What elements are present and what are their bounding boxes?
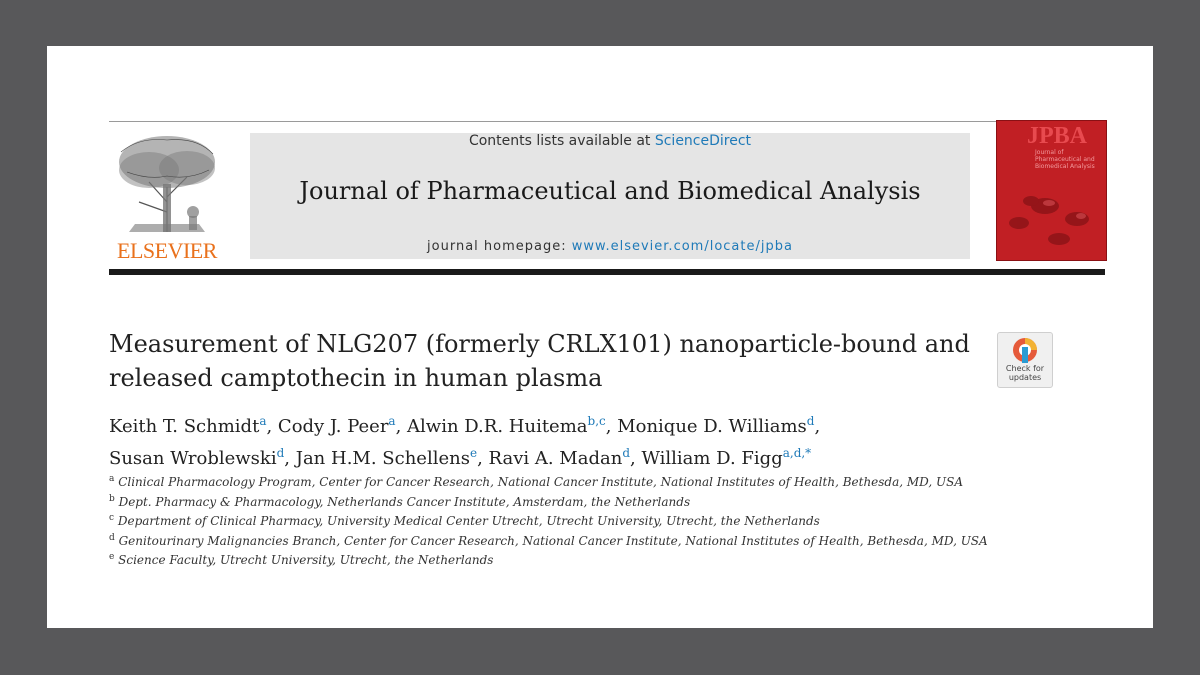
affiliation-text: Genitourinary Malignancies Branch, Center for Cancer Research, National Cancer Institute, National Institutes of Health, Bethesda, MD, USA xyxy=(114,533,988,548)
author-list xyxy=(109,408,989,472)
affiliation-text: Clinical Pharmacology Program, Center for Cancer Research, National Cancer Institute, National Institutes of Health, Bethesda, MD, USA xyxy=(114,475,964,489)
affiliation-item xyxy=(109,530,1009,550)
paper-page xyxy=(47,46,1153,628)
author-separator: , xyxy=(266,416,278,437)
article-title-line-1: Measurement of NLG207 (formerly CRLX101) nanoparticle-bound and xyxy=(109,330,970,358)
sciencedirect-link[interactable]: ScienceDirect xyxy=(654,133,752,149)
author-name[interactable]: William D. Figg xyxy=(641,448,783,469)
author-separator: , xyxy=(284,448,296,469)
affiliation-list xyxy=(109,471,1009,569)
affiliation-text: Dept. Pharmacy & Pharmacology, Netherlands Cancer Institute, Amsterdam, the Netherlands xyxy=(114,494,691,509)
cover-subtitle: Journal of Pharmaceutical and Biomedical Analysis xyxy=(1035,149,1095,170)
author-affiliation-marker[interactable]: e xyxy=(469,446,478,460)
elsevier-tree-icon xyxy=(109,132,225,236)
author-name[interactable]: Monique D. Williams xyxy=(617,416,807,437)
author-name[interactable]: Ravi A. Madan xyxy=(488,448,623,469)
contents-prefix: Contents lists available at xyxy=(468,133,655,149)
affiliation-item xyxy=(109,471,1009,491)
journal-homepage-line xyxy=(250,239,970,254)
contents-available-line xyxy=(250,133,970,149)
cover-abbrev: JPBA xyxy=(1027,123,1087,149)
author-affiliation-marker[interactable]: b,c xyxy=(587,414,606,428)
elsevier-logo[interactable] xyxy=(109,132,225,263)
header-top-rule xyxy=(109,121,1017,122)
journal-banner xyxy=(250,133,970,259)
author-name[interactable]: Jan H.M. Schellens xyxy=(295,448,470,469)
article-title-line-2: released camptothecin in human plasma xyxy=(109,364,603,392)
author-separator: , xyxy=(605,416,618,437)
affiliation-text: Science Faculty, Utrecht University, Utrecht, the Netherlands xyxy=(114,553,494,567)
journal-title: Journal of Pharmaceutical and Biomedical Analysis xyxy=(299,177,921,205)
author-separator: , xyxy=(630,448,642,469)
author-affiliation-marker[interactable]: a xyxy=(388,414,396,428)
author-affiliation-marker[interactable]: d xyxy=(806,414,815,428)
affiliation-key: b xyxy=(109,493,115,504)
affiliation-key: e xyxy=(109,552,115,562)
elsevier-wordmark: ELSEVIER xyxy=(117,238,217,263)
crossmark-icon xyxy=(1012,337,1038,363)
check-label-line-1: Check for xyxy=(1005,364,1045,373)
author-name[interactable]: Susan Wroblewski xyxy=(109,448,277,469)
affiliation-key: a xyxy=(109,474,115,484)
author-name[interactable]: Alwin D.R. Huitema xyxy=(407,416,588,437)
check-for-updates-label xyxy=(998,364,1052,382)
affiliation-key: c xyxy=(109,513,115,523)
author-separator: , xyxy=(477,448,489,469)
article-title xyxy=(109,327,999,395)
affiliation-item xyxy=(109,510,1009,530)
author-affiliation-marker[interactable]: d xyxy=(276,446,285,460)
homepage-prefix: journal homepage: xyxy=(427,239,572,254)
author-affiliation-marker[interactable]: a,d,* xyxy=(782,446,812,460)
check-label-line-2: updates xyxy=(1008,373,1042,382)
affiliation-key: d xyxy=(109,532,115,543)
affiliation-item xyxy=(109,491,1009,511)
affiliation-text: Department of Clinical Pharmacy, University Medical Center Utrecht, Utrecht University, Utrecht, the Netherlands xyxy=(114,514,820,528)
author-affiliation-marker[interactable]: a xyxy=(259,414,267,428)
author-separator: , xyxy=(814,416,821,437)
journal-homepage-link[interactable]: www.elsevier.com/locate/jpba xyxy=(571,239,793,254)
author-name[interactable]: Cody J. Peer xyxy=(277,416,389,437)
journal-cover-thumbnail[interactable] xyxy=(996,120,1107,261)
author-affiliation-marker[interactable]: d xyxy=(622,446,630,460)
affiliation-item xyxy=(109,549,1009,569)
header-bottom-rule xyxy=(109,269,1105,275)
author-name[interactable]: Keith T. Schmidt xyxy=(109,416,260,437)
author-separator: , xyxy=(395,416,408,437)
check-for-updates-button[interactable] xyxy=(997,332,1053,388)
